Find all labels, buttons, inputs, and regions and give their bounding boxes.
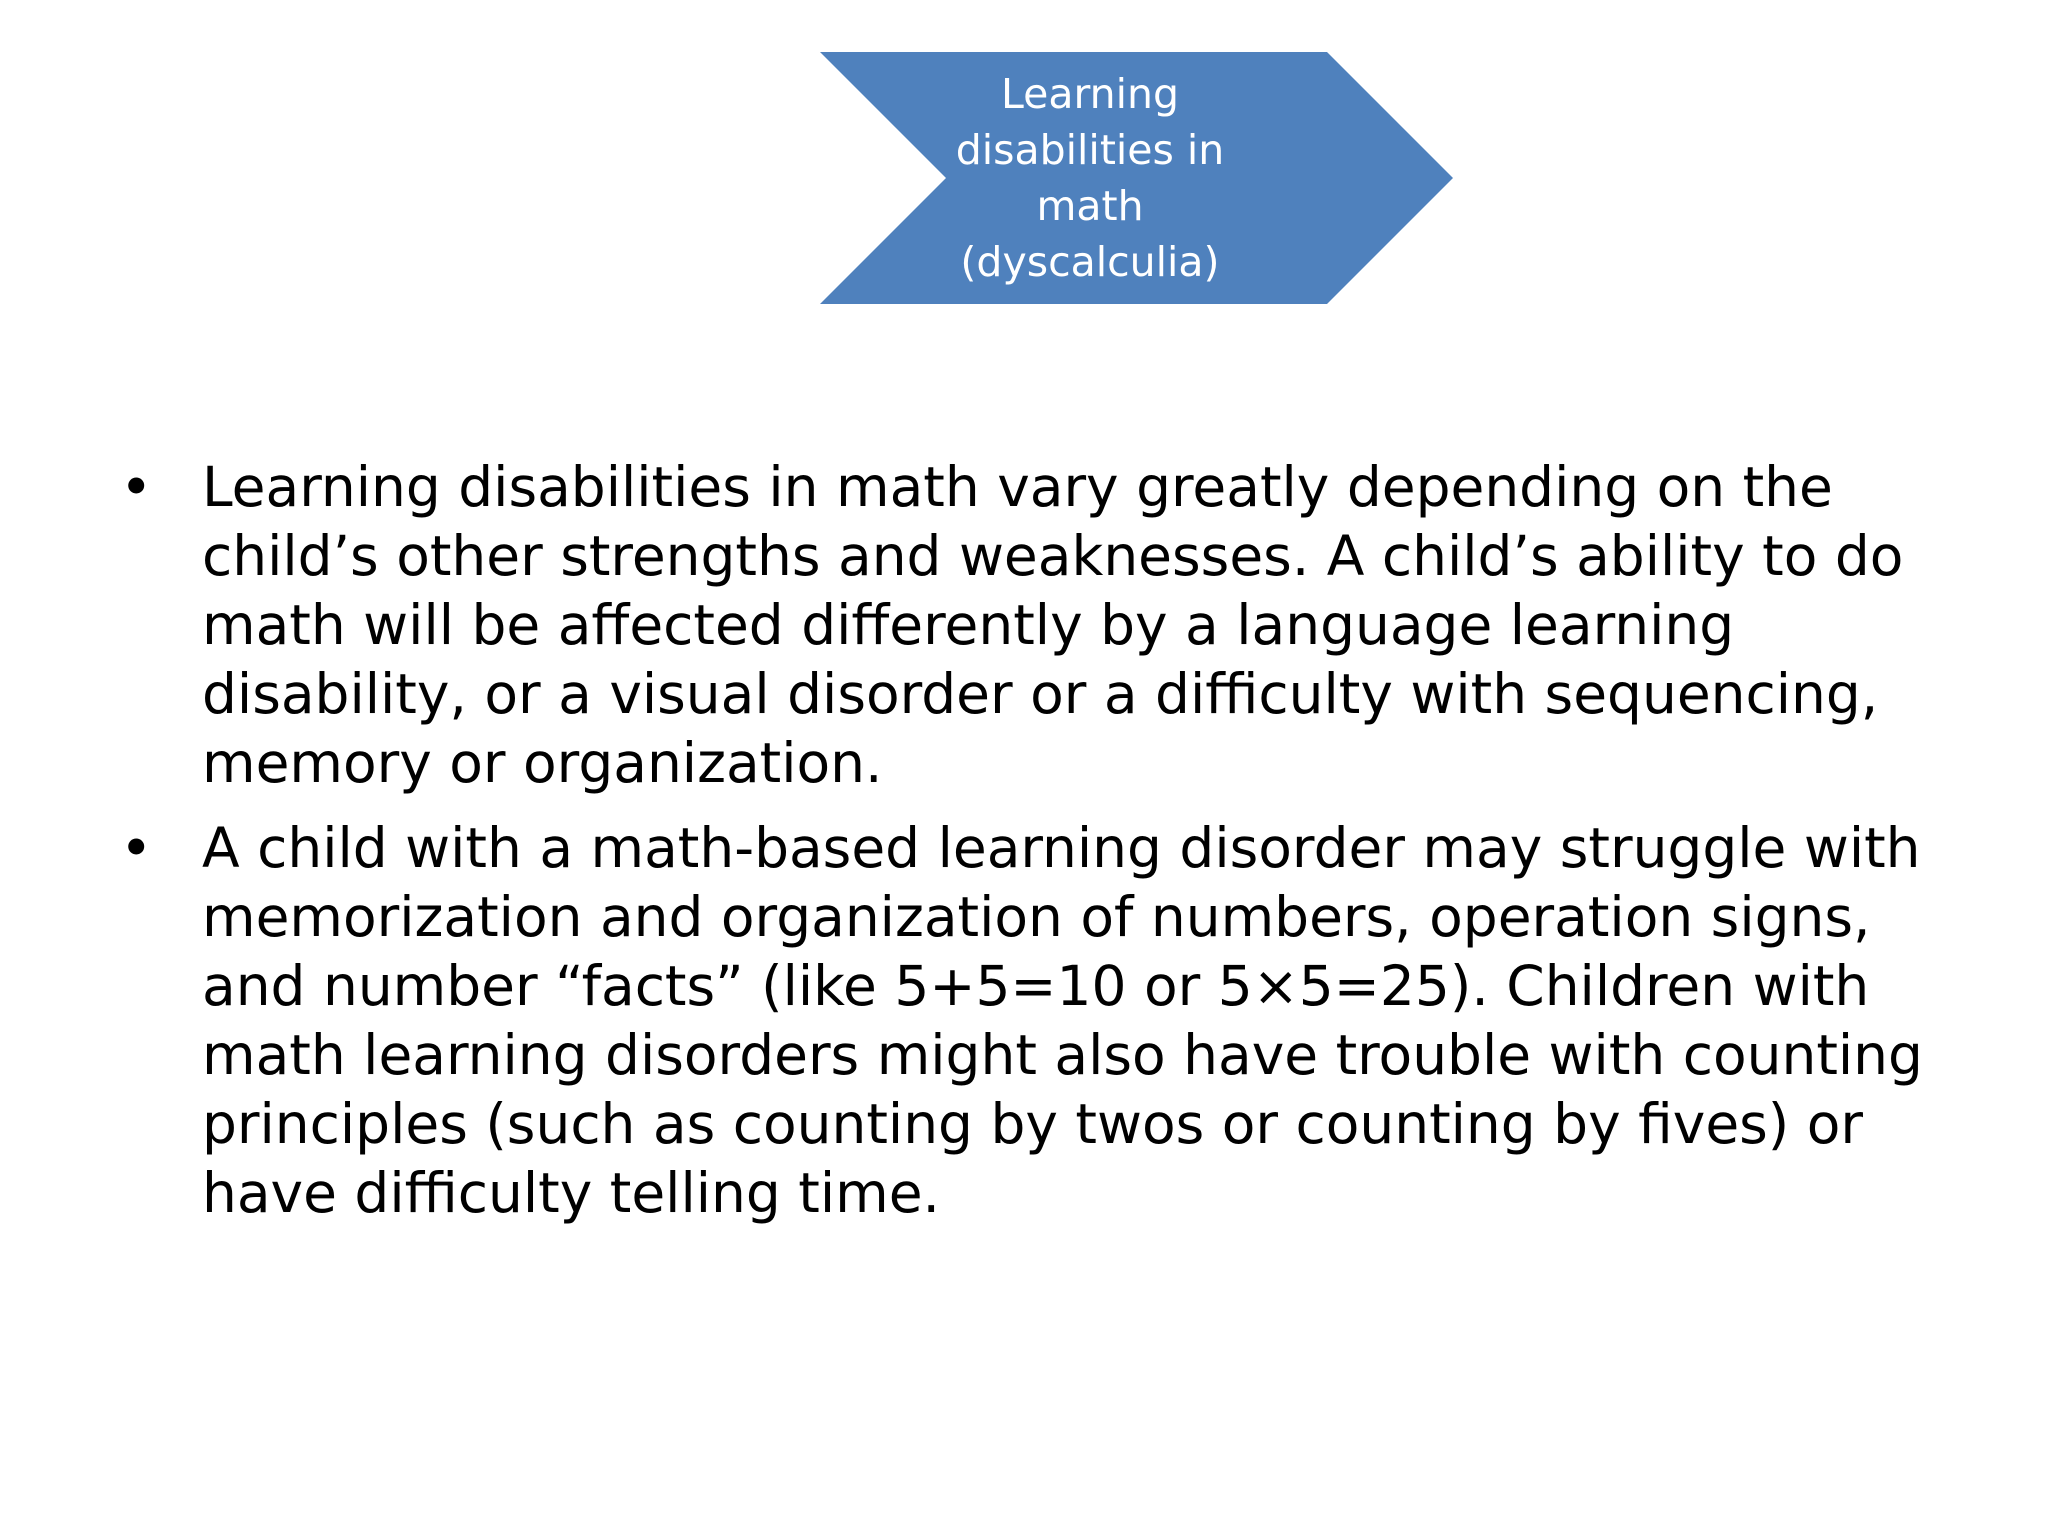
bullet-item: [120, 453, 1950, 798]
chevron-shape: [820, 52, 1453, 304]
bullet-text: Learning disabilities in math vary greatly depending on the child’s other strengths and weaknesses. A child’s ability to do math will be affected differently by a language learning disability, or a visual disorder or a difficulty with sequencing, memory or organization.: [202, 455, 1904, 795]
bullet-text: A child with a math-based learning disorder may struggle with memorization and organization of numbers, operation signs, and number “facts” (like 5+5=10 or 5×5=25). Children with math learning disorders might also have trouble with counting principles (such as counting by twos or counting by fives) or have difficulty telling time.: [202, 816, 1923, 1225]
bullet-marker: •: [120, 455, 153, 519]
bullet-item: [120, 814, 1950, 1228]
chevron-label: Learning disabilities in math (dyscalculia): [955, 70, 1225, 286]
bullet-marker: •: [120, 816, 153, 880]
bullet-list: [120, 453, 1950, 1244]
